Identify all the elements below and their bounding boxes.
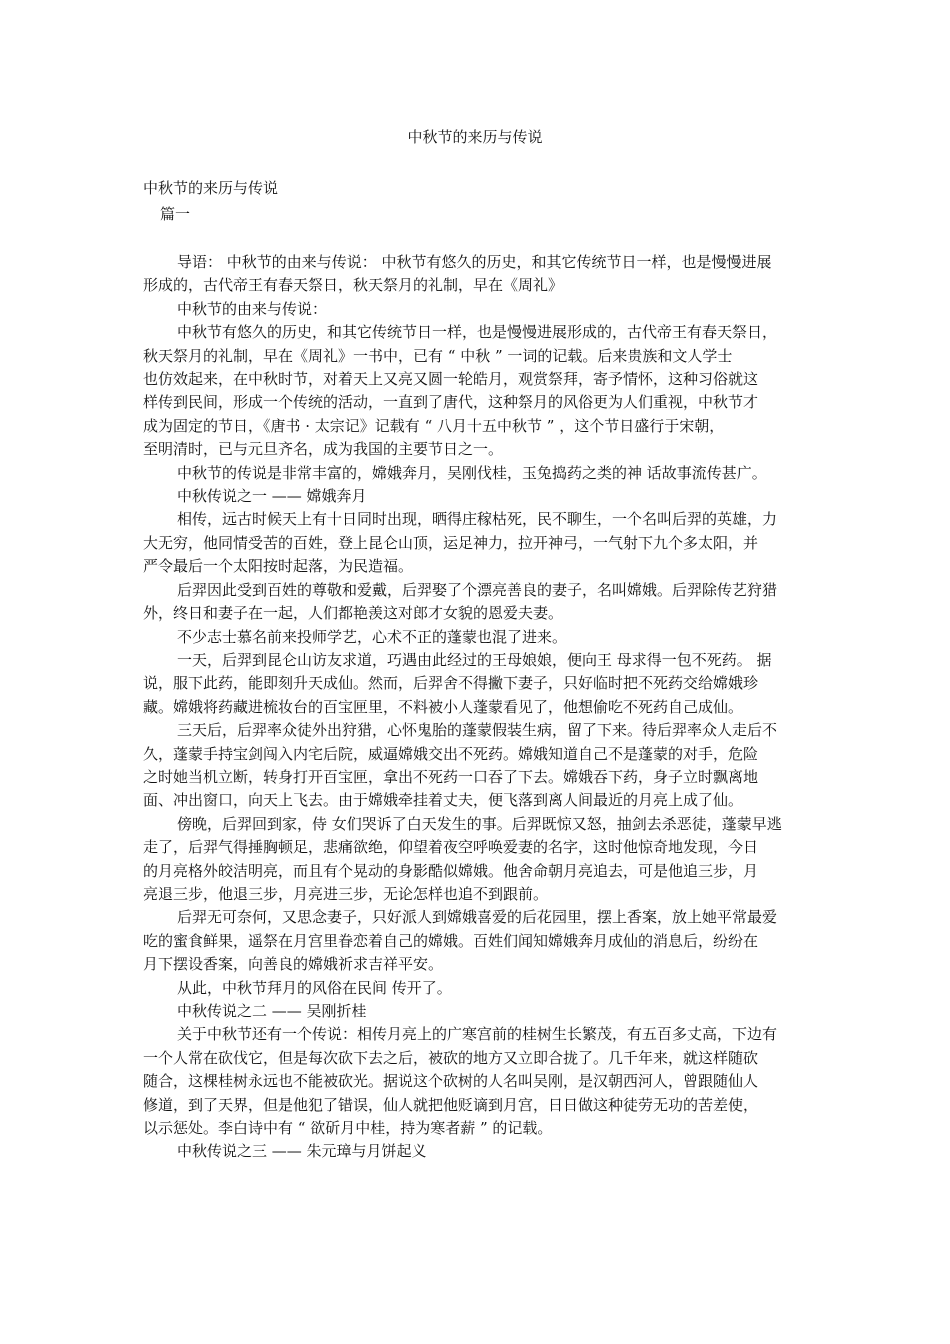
paragraph <box>143 321 807 461</box>
paragraph <box>143 1023 807 1140</box>
paragraph-line: 中秋节的传说是非常丰富的，嫦娥奔月，吴刚伐桂，玉兔捣药之类的神 话故事流传甚广。 <box>177 463 767 482</box>
paragraph-line: 一天，后羿到昆仑山访友求道，巧遇由此经过的王母娘娘，便向王 母求得一包不死药。 据 <box>177 650 772 669</box>
paragraph-line: 走了，后羿气得捶胸顿足，悲痛欲绝，仰望着夜空呼唤爱妻的名字，这时他惊奇地发现，今日 <box>143 838 759 857</box>
paragraph <box>143 508 807 578</box>
paragraph-line: 后羿无可奈何，又思念妻子，只好派人到嫦娥喜爱的后花园里，摆上香案，放上她平常最爱 <box>177 908 778 927</box>
paragraph-line: 说，服下此药，能即刻升天成仙。然而，后羿舍不得撇下妻子，只好临时把不死药交给嫦娥珍 <box>143 674 759 693</box>
paragraph <box>143 626 807 649</box>
paragraph-line: 后羿因此受到百姓的尊敬和爱戴，后羿娶了个漂亮善良的妻子，名叫嫦娥。后羿除传艺狩猎 <box>177 580 778 599</box>
paragraph-line: 面、冲出窗口，向天上飞去。由于嫦娥牵挂着丈夫，便飞落到离人间最近的月亮上成了仙。 <box>143 791 744 810</box>
paragraph-line: 之时她当机立断，转身打开百宝匣，拿出不死药一口吞了下去。嫦娥吞下药，身子立时飘离地 <box>143 767 759 786</box>
paragraph-line: 中秋节的由来与传说： <box>177 299 328 318</box>
document-title: 中秋节的来历与传说 <box>407 128 543 146</box>
paragraph-line: 中秋传说之一 —— 嫦娥奔月 <box>177 487 367 506</box>
paragraph-line: 的月亮格外皎洁明亮，而且有个晃动的身影酷似嫦娥。他舍命朝月亮追去，可是他追三步，月 <box>143 861 759 880</box>
paragraph-line: 样传到民间，形成一个传统的活动，一直到了唐代，这种祭月的风俗更为人们重视，中秋节才 <box>143 393 759 412</box>
paragraph-line: 月下摆设香案，向善良的嫦娥祈求吉祥平安。 <box>143 955 444 974</box>
paragraph <box>143 1000 807 1023</box>
paragraph-line: 形成的，古代帝王有春天祭日，秋天祭月的礼制，早在《周礼》 <box>143 276 564 295</box>
paragraph-line: 亮退三步，他退三步，月亮进三步，无论怎样也追不到跟前。 <box>143 884 549 903</box>
paragraph <box>143 906 807 976</box>
document-subtitle: 中秋节的来历与传说 <box>143 179 279 197</box>
paragraph-line: 也仿效起来，在中秋时节，对着天上又亮又圆一轮皓月，观赏祭拜，寄予情怀，这种习俗就这 <box>143 370 759 389</box>
paragraph-line: 三天后，后羿率众徒外出狩猎，心怀鬼胎的蓬蒙假装生病，留了下来。待后羿率众人走后不 <box>177 721 778 740</box>
paragraph-line: 成为固定的节日，《唐书 · 太宗记》记载有 “ 八月十五中秋节 ” ，这个节日盛行于宋朝， <box>143 416 725 435</box>
paragraph-line: 外，终日和妻子在一起，人们都艳羡这对郎才女貌的恩爱夫妻。 <box>143 604 564 623</box>
paragraph-line: 傍晚，后羿回到家，侍 女们哭诉了白天发生的事。后羿既惊又怒，抽剑去杀恶徒，蓬蒙早逃 <box>177 814 782 833</box>
paragraph <box>143 813 807 907</box>
paragraph-line: 中秋传说之三 —— 朱元璋与月饼起义 <box>177 1142 427 1161</box>
paragraph-line: 中秋节有悠久的历史，和其它传统节日一样，也是慢慢进展形成的，古代帝王有春天祭日， <box>177 323 778 342</box>
document-body <box>143 251 807 1164</box>
paragraph-line: 吃的蜜食鲜果，遥祭在月宫里眷恋着自己的嫦娥。百姓们闻知嫦娥奔月成仙的消息后，纷纷在 <box>143 931 759 950</box>
section-heading: 篇一 <box>160 205 191 223</box>
paragraph-line: 严令最后一个太阳按时起落，为民造福。 <box>143 557 414 576</box>
paragraph <box>143 579 807 626</box>
paragraph-line: 从此，中秋节拜月的风俗在民间 传开了。 <box>177 978 452 997</box>
paragraph-line: 相传，远古时候天上有十日同时出现，晒得庄稼枯死，民不聊生，一个名叫后羿的英雄，力 <box>177 510 778 529</box>
paragraph-line: 大无穷，他同情受苦的百姓，登上昆仑山顶，运足神力，拉开神弓，一气射下九个多太阳，并 <box>143 533 759 552</box>
paragraph-line: 至明清时，已与元旦齐名，成为我国的主要节日之一。 <box>143 440 504 459</box>
paragraph-line: 以示惩处。李白诗中有 “ 欲斫月中桂，持为寒者薪 ” 的记载。 <box>143 1119 553 1138</box>
paragraph-line: 中秋传说之二 —— 吴刚折桂 <box>177 1002 367 1020</box>
paragraph-line: 秋天祭月的礼制，早在《周礼》一书中，已有 “ 中秋 ” 一词的记载。后来贵族和文人学士 <box>143 346 733 365</box>
paragraph <box>143 977 807 1000</box>
paragraph-line: 不少志士慕名前来投师学艺，心术不正的蓬蒙也混了进来。 <box>177 627 568 646</box>
paragraph-line: 一个人常在砍伐它，但是每次砍下去之后，被砍的地方又立即合拢了。几千年来，就这样随砍 <box>143 1048 759 1067</box>
paragraph-line: 关于中秋节还有一个传说：相传月亮上的广寒宫前的桂树生长繁茂，有五百多丈高，下边有 <box>177 1025 778 1044</box>
paragraph <box>143 649 807 719</box>
paragraph <box>143 719 807 813</box>
paragraph-line: 久，蓬蒙手持宝剑闯入内宅后院，威逼嫦娥交出不死药。嫦娥知道自己不是蓬蒙的对手，危险 <box>143 744 759 763</box>
paragraph-line: 随合，这棵桂树永远也不能被砍光。据说这个砍树的人名叫吴刚，是汉朝西河人，曾跟随仙人 <box>143 1072 759 1091</box>
paragraph <box>143 1140 807 1163</box>
paragraph <box>143 298 807 321</box>
paragraph-line: 藏。嫦娥将药藏进梳妆台的百宝匣里，不料被小人蓬蒙看见了，他想偷吃不死药自己成仙。 <box>143 697 744 716</box>
paragraph-line: 修道，到了天界，但是他犯了错误，仙人就把他贬谪到月宫，日日做这种徒劳无功的苦差使， <box>143 1095 759 1114</box>
paragraph <box>143 251 807 298</box>
paragraph <box>143 462 807 485</box>
paragraph <box>143 485 807 508</box>
paragraph-line: 导语： 中秋节的由来与传说： 中秋节有悠久的历史，和其它传统节日一样，也是慢慢进展 <box>177 253 772 271</box>
